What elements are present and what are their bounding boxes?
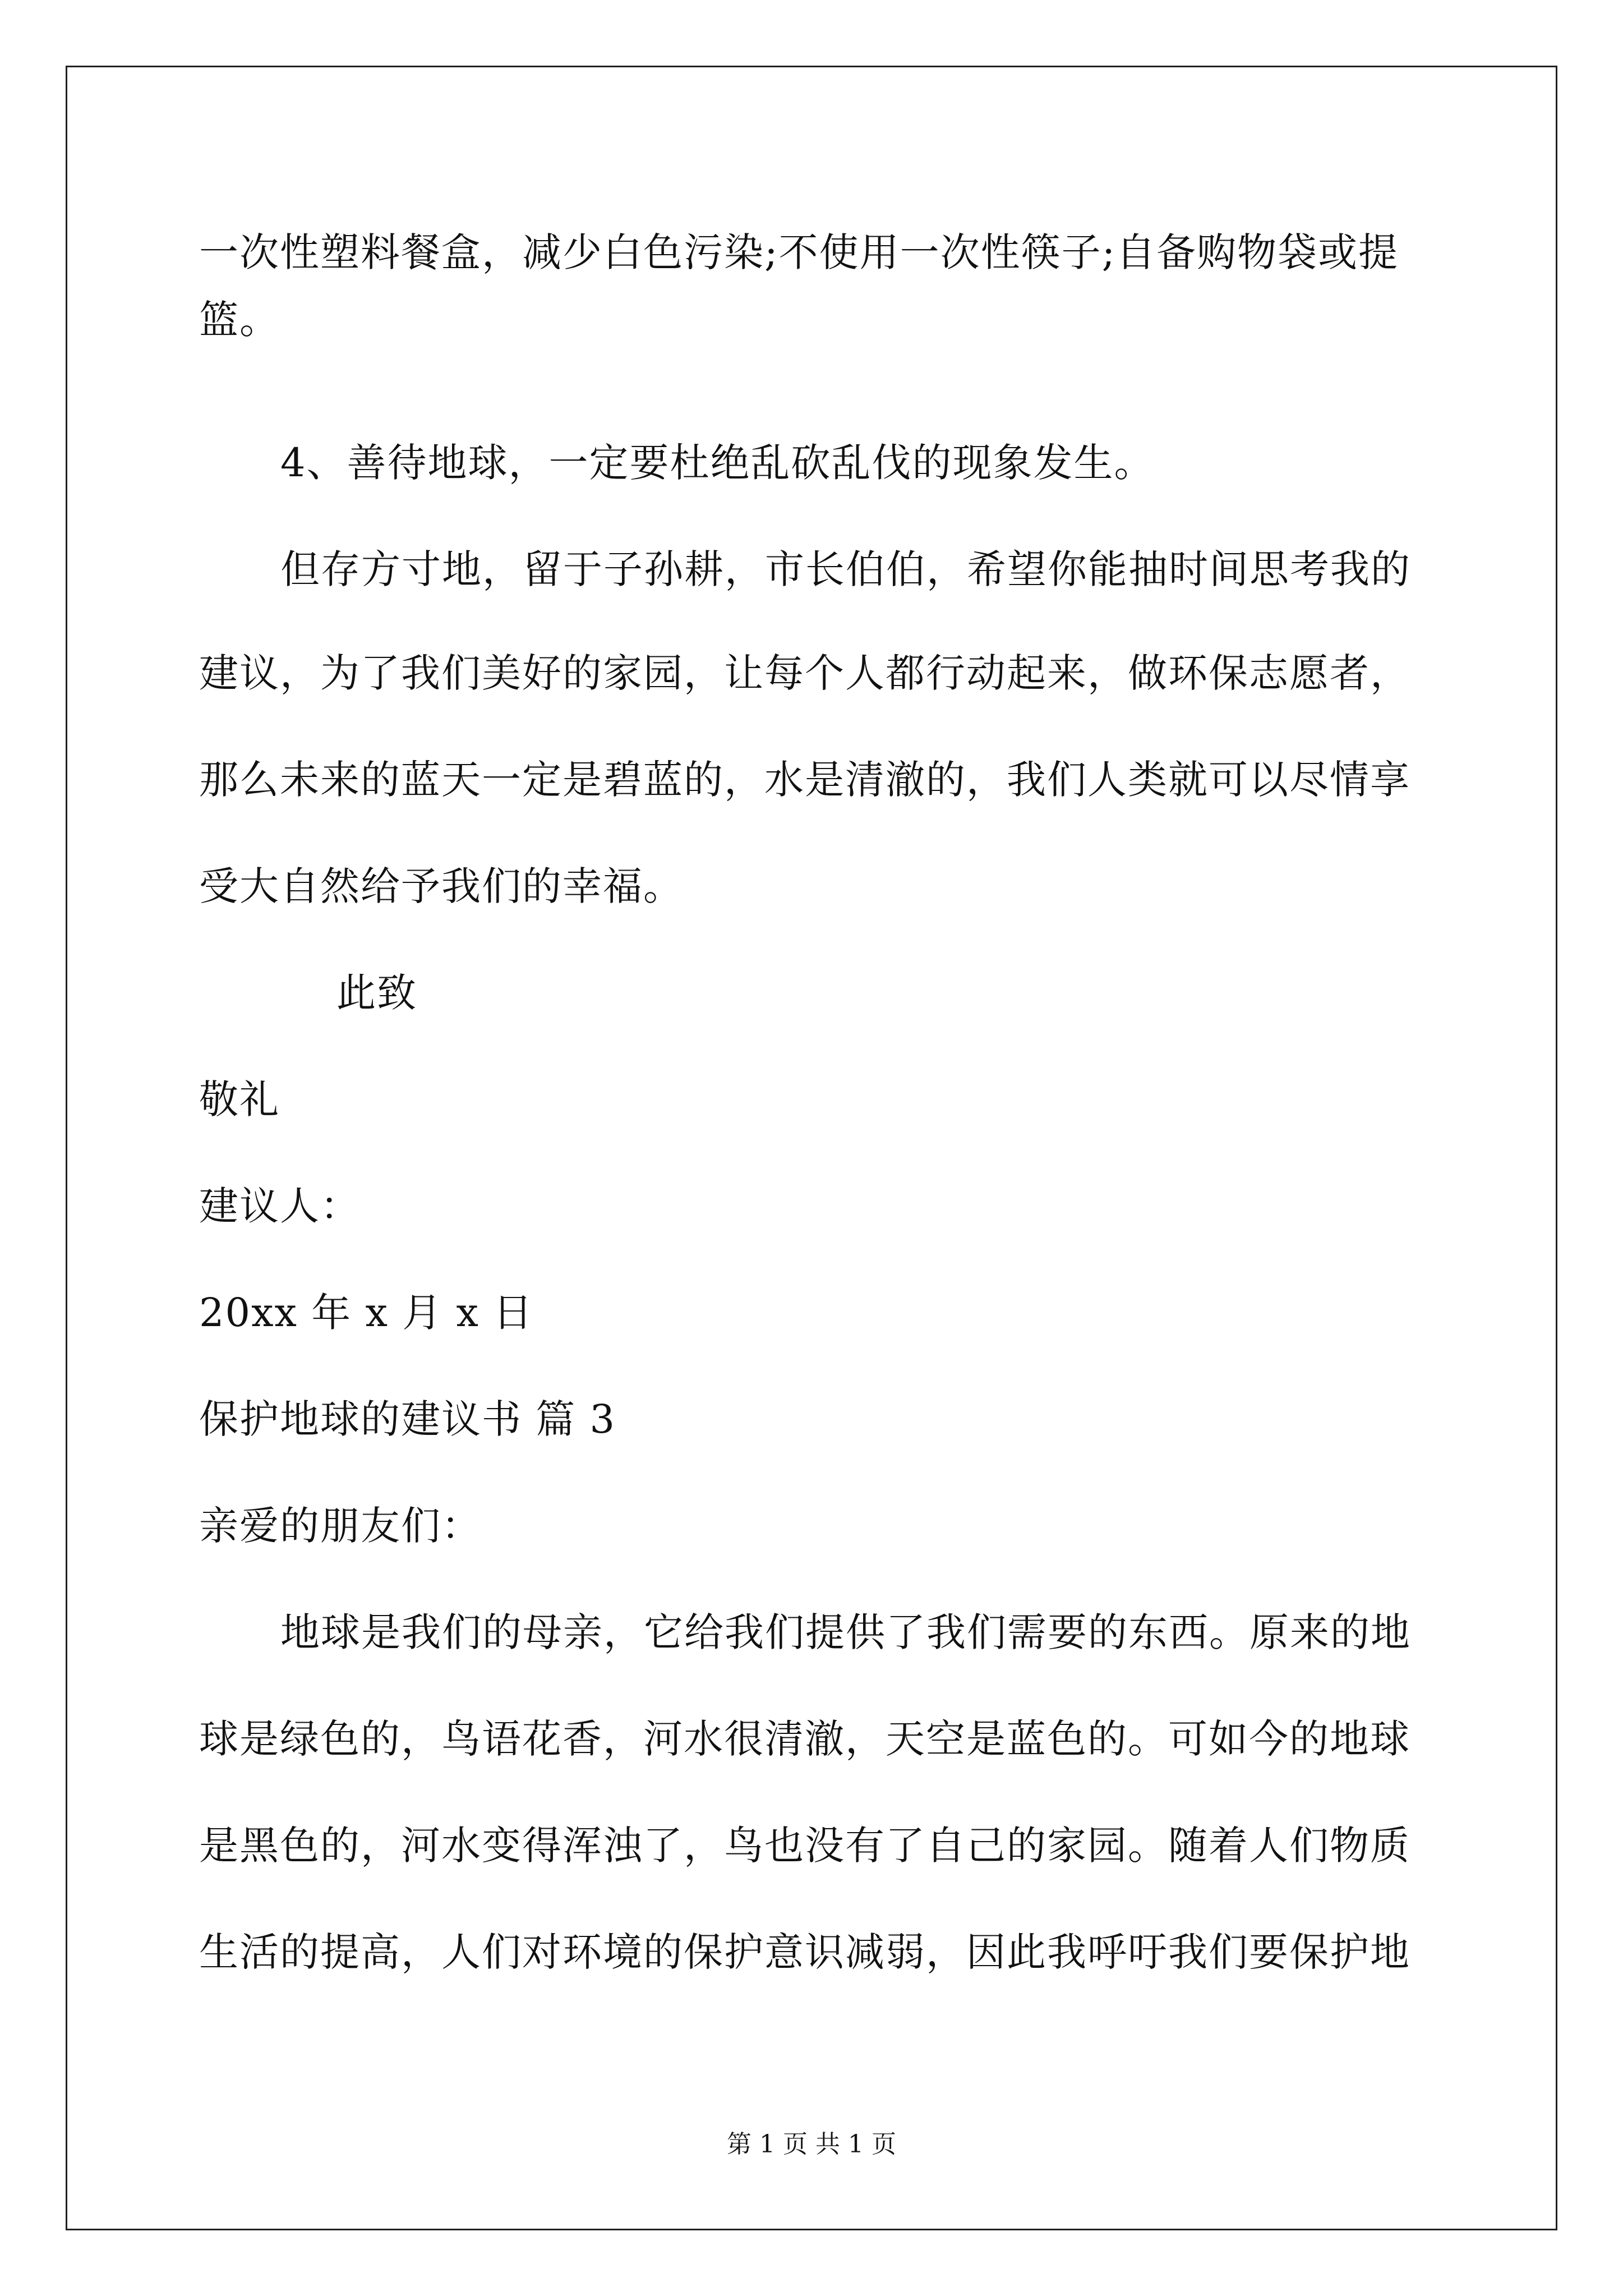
section-heading: 保护地球的建议书 篇 3 [199, 1396, 616, 1442]
closing-regards: 敬礼 [199, 1076, 280, 1122]
signer-label: 建议人： [199, 1183, 361, 1229]
paragraph-line: 那么未来的蓝天一定是碧蓝的，水是清澈的，我们人类就可以尽情享 [199, 757, 1410, 803]
paragraph-line: 但存方寸地，留于子孙耕，市长伯伯，希望你能抽时间思考我的 [280, 546, 1411, 592]
page-footer: 第 1 页 共 1 页 [727, 2130, 896, 2159]
closing-salutation: 此致 [336, 970, 417, 1016]
paragraph-line: 是黑色的，河水变得浑浊了，鸟也没有了自己的家园。随着人们物质 [199, 1823, 1410, 1869]
text-line: 篮。 [199, 297, 280, 343]
paragraph-line: 球是绿色的，鸟语花香，河水很清澈，天空是蓝色的。可如今的地球 [199, 1716, 1410, 1762]
page-border [66, 66, 1557, 2230]
paragraph-line: 地球是我们的母亲，它给我们提供了我们需要的东西。原来的地 [280, 1609, 1411, 1655]
greeting: 亲爱的朋友们： [199, 1503, 482, 1549]
list-item: 4、善待地球，一定要杜绝乱砍乱伐的现象发生。 [280, 440, 1155, 486]
date-line: 20xx 年 x 月 x 日 [199, 1290, 534, 1336]
text-line: 一次性塑料餐盒，减少白色污染;不使用一次性筷子;自备购物袋或提 [199, 229, 1399, 275]
paragraph-line: 建议，为了我们美好的家园，让每个人都行动起来，做环保志愿者， [199, 650, 1410, 696]
paragraph-line: 生活的提高，人们对环境的保护意识减弱，因此我呼吁我们要保护地 [199, 1929, 1410, 1975]
paragraph-line: 受大自然给予我们的幸福。 [199, 863, 684, 909]
